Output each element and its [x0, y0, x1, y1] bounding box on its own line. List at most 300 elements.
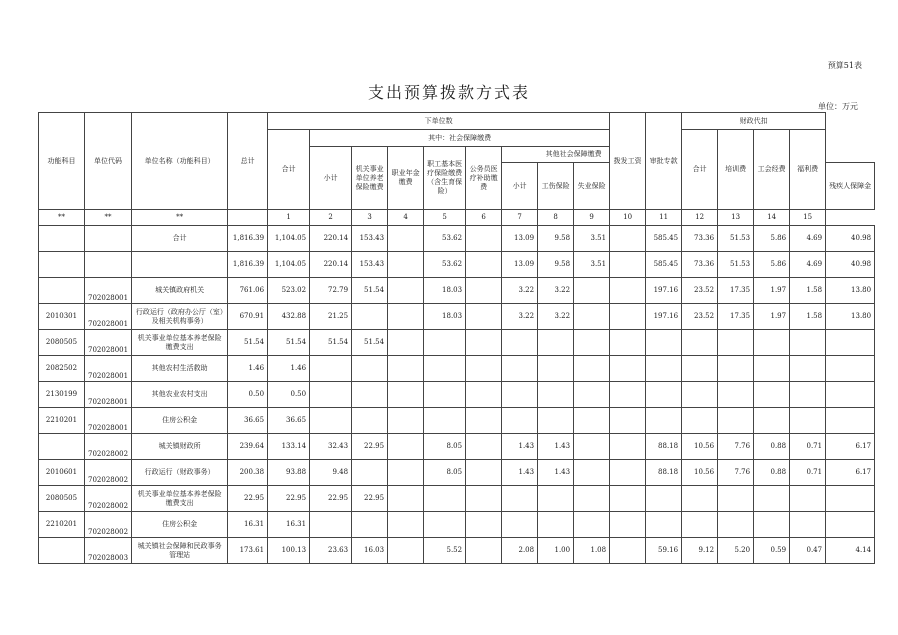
cell-total: 173.61	[228, 538, 268, 564]
header-subtotal-a: 合计	[268, 130, 310, 210]
table-row	[39, 356, 875, 382]
cell-c2: 220.14	[310, 226, 352, 252]
cell-c5	[424, 408, 466, 434]
index-cell: 15	[790, 210, 826, 226]
cell-c15: 4.69	[790, 252, 826, 278]
cell-c7: 3.22	[502, 304, 538, 330]
header-lower-unit: 下单位数	[268, 113, 610, 130]
cell-unit-code: 702028002	[85, 460, 132, 486]
cell-unit-name: 其他农业农村支出	[132, 382, 228, 408]
cell-c11: 88.18	[646, 434, 682, 460]
cell-c6	[466, 356, 502, 382]
cell-c14: 1.97	[754, 304, 790, 330]
cell-c8: 3.22	[538, 304, 574, 330]
cell-c11	[646, 486, 682, 512]
cell-c11	[646, 356, 682, 382]
cell-c15: 0.71	[790, 460, 826, 486]
cell-c11: 88.18	[646, 460, 682, 486]
cell-c4	[388, 538, 424, 564]
cell-c7: 2.08	[502, 538, 538, 564]
cell-unit-name: 行政运行（财政事务）	[132, 460, 228, 486]
cell-func-code: 2080505	[39, 486, 85, 512]
cell-c15	[790, 382, 826, 408]
cell-c4	[388, 226, 424, 252]
cell-c16: 6.17	[826, 434, 875, 460]
header-annuity: 职业年金缴费	[388, 147, 424, 210]
cell-c2: 23.63	[310, 538, 352, 564]
cell-c10	[610, 226, 646, 252]
cell-c7: 1.43	[502, 434, 538, 460]
cell-c16: 13.80	[826, 304, 875, 330]
cell-unit-code: 702028002	[85, 512, 132, 538]
cell-c12	[682, 382, 718, 408]
cell-c5: 53.62	[424, 252, 466, 278]
index-cell: 12	[682, 210, 718, 226]
cell-c15: 4.69	[790, 226, 826, 252]
cell-c12	[682, 486, 718, 512]
cell-c16	[826, 512, 875, 538]
cell-c1: 100.13	[268, 538, 310, 564]
index-cell: **	[85, 210, 132, 226]
table-row	[39, 434, 875, 460]
index-cell: **	[132, 210, 228, 226]
cell-c13	[718, 512, 754, 538]
cell-c7: 13.09	[502, 252, 538, 278]
cell-c5	[424, 512, 466, 538]
cell-c10	[610, 304, 646, 330]
cell-unit-code: 702028001	[85, 382, 132, 408]
cell-c1: 1,104.05	[268, 226, 310, 252]
cell-c16	[826, 330, 875, 356]
cell-c8	[538, 330, 574, 356]
cell-c6	[466, 382, 502, 408]
cell-unit-name: 机关事业单位基本养老保险缴费支出	[132, 330, 228, 356]
header-unit-name: 单位名称（功能科目）	[132, 113, 228, 210]
table-row	[39, 512, 875, 538]
cell-c2: 220.14	[310, 252, 352, 278]
form-tag: 预算51表	[827, 61, 862, 70]
cell-c15	[790, 330, 826, 356]
cell-c4	[388, 486, 424, 512]
cell-c12: 73.36	[682, 252, 718, 278]
cell-c10	[610, 356, 646, 382]
cell-c11: 585.45	[646, 226, 682, 252]
cell-c11	[646, 408, 682, 434]
cell-total: 0.50	[228, 382, 268, 408]
cell-c1: 1.46	[268, 356, 310, 382]
cell-c11: 197.16	[646, 304, 682, 330]
cell-c14	[754, 408, 790, 434]
cell-c7: 13.09	[502, 226, 538, 252]
cell-c4	[388, 304, 424, 330]
cell-c16: 13.80	[826, 278, 875, 304]
header-medical: 职工基本医疗保险缴费（含生育保险）	[424, 147, 466, 210]
cell-c3: 51.54	[352, 278, 388, 304]
index-cell: 11	[646, 210, 682, 226]
cell-c7	[502, 512, 538, 538]
cell-c2	[310, 382, 352, 408]
cell-c9	[574, 434, 610, 460]
cell-c2: 32.43	[310, 434, 352, 460]
cell-c9: 3.51	[574, 252, 610, 278]
cell-c8: 1.43	[538, 434, 574, 460]
cell-c4	[388, 460, 424, 486]
cell-c14: 1.97	[754, 278, 790, 304]
header-injury: 工伤保险	[538, 163, 574, 210]
cell-c7	[502, 382, 538, 408]
cell-total: 1,816.39	[228, 252, 268, 278]
cell-c5	[424, 382, 466, 408]
cell-c8: 1.00	[538, 538, 574, 564]
cell-c15: 0.71	[790, 434, 826, 460]
cell-total: 1,816.39	[228, 226, 268, 252]
cell-c1: 133.14	[268, 434, 310, 460]
cell-c12: 23.52	[682, 304, 718, 330]
header-union-fee: 工会经费	[754, 130, 790, 210]
header-func-code: 功能科目	[39, 113, 85, 210]
cell-func-code: 2130199	[39, 382, 85, 408]
cell-func-code: 2210201	[39, 512, 85, 538]
header-subtotal-c: 小计	[502, 163, 538, 210]
cell-c15	[790, 408, 826, 434]
cell-c3	[352, 408, 388, 434]
cell-unit-code: 702028002	[85, 486, 132, 512]
header-welfare: 福利费	[790, 130, 826, 210]
index-cell	[228, 210, 268, 226]
cell-c7: 1.43	[502, 460, 538, 486]
cell-c4	[388, 382, 424, 408]
page-title: 支出预算拨款方式表	[367, 83, 530, 102]
cell-func-code: 2210201	[39, 408, 85, 434]
cell-c5	[424, 486, 466, 512]
cell-unit-code: 702028001	[85, 278, 132, 304]
cell-c4	[388, 512, 424, 538]
cell-c14: 0.88	[754, 460, 790, 486]
cell-c13	[718, 486, 754, 512]
table-row	[39, 486, 875, 512]
index-cell: 13	[718, 210, 754, 226]
cell-c3: 153.43	[352, 226, 388, 252]
index-cell: 10	[610, 210, 646, 226]
cell-func-code	[39, 278, 85, 304]
cell-c9	[574, 330, 610, 356]
cell-c12: 23.52	[682, 278, 718, 304]
cell-func-code	[39, 252, 85, 278]
cell-c3	[352, 460, 388, 486]
cell-c4	[388, 278, 424, 304]
cell-c9: 3.51	[574, 226, 610, 252]
header-unemployment: 失业保险	[574, 163, 610, 210]
cell-c8	[538, 486, 574, 512]
cell-c6	[466, 252, 502, 278]
index-cell: 1	[268, 210, 310, 226]
cell-c10	[610, 538, 646, 564]
header-special: 审批专款	[646, 113, 682, 210]
header-fiscal-proxy: 财政代扣	[682, 113, 826, 130]
cell-unit-code: 702028001	[85, 304, 132, 330]
cell-c8: 9.58	[538, 252, 574, 278]
cell-c10	[610, 382, 646, 408]
cell-c3	[352, 382, 388, 408]
cell-unit-name: 城关镇财政所	[132, 434, 228, 460]
cell-c13	[718, 408, 754, 434]
cell-c8: 1.43	[538, 460, 574, 486]
cell-c13: 51.53	[718, 252, 754, 278]
cell-c9	[574, 356, 610, 382]
cell-c7	[502, 330, 538, 356]
unit-label: 单位：万元	[818, 102, 858, 111]
cell-c12: 73.36	[682, 226, 718, 252]
cell-c9	[574, 460, 610, 486]
index-cell: 14	[754, 210, 790, 226]
cell-c14: 5.86	[754, 252, 790, 278]
cell-unit-code: 702028001	[85, 408, 132, 434]
cell-c15: 1.58	[790, 278, 826, 304]
index-cell: 4	[388, 210, 424, 226]
cell-unit-name: 其他农村生活救助	[132, 356, 228, 382]
cell-c11	[646, 382, 682, 408]
cell-func-code	[39, 434, 85, 460]
cell-c8: 3.22	[538, 278, 574, 304]
cell-func-code	[39, 538, 85, 564]
cell-c13	[718, 330, 754, 356]
cell-c4	[388, 356, 424, 382]
cell-c11: 585.45	[646, 252, 682, 278]
cell-c8: 9.58	[538, 226, 574, 252]
cell-c12	[682, 330, 718, 356]
cell-c12	[682, 512, 718, 538]
cell-c7	[502, 356, 538, 382]
header-social-of-which: 其中：社会保障缴费	[310, 130, 610, 147]
cell-unit-name: 合计	[132, 226, 228, 252]
cell-c6	[466, 434, 502, 460]
cell-c2: 21.25	[310, 304, 352, 330]
cell-c10	[610, 460, 646, 486]
cell-c2	[310, 512, 352, 538]
header-subtotal-b: 小计	[310, 147, 352, 210]
cell-c3	[352, 304, 388, 330]
cell-func-code: 2080505	[39, 330, 85, 356]
cell-unit-name: 城关镇政府机关	[132, 278, 228, 304]
cell-c1: 0.50	[268, 382, 310, 408]
cell-c10	[610, 278, 646, 304]
cell-c3: 22.95	[352, 434, 388, 460]
cell-c6	[466, 226, 502, 252]
cell-unit-name: 住房公积金	[132, 408, 228, 434]
cell-c9	[574, 278, 610, 304]
cell-c8	[538, 382, 574, 408]
cell-total: 22.95	[228, 486, 268, 512]
cell-c16	[826, 408, 875, 434]
cell-c1: 432.88	[268, 304, 310, 330]
cell-c3	[352, 356, 388, 382]
cell-total: 16.31	[228, 512, 268, 538]
header-civil-medical: 公务员医疗补助缴费	[466, 147, 502, 210]
cell-c9	[574, 512, 610, 538]
cell-c16: 4.14	[826, 538, 875, 564]
cell-c2	[310, 356, 352, 382]
header-training: 培训费	[718, 130, 754, 210]
cell-c11	[646, 512, 682, 538]
cell-c16	[826, 486, 875, 512]
cell-total: 51.54	[228, 330, 268, 356]
index-cell: 2	[310, 210, 352, 226]
cell-c13	[718, 356, 754, 382]
cell-c15	[790, 356, 826, 382]
cell-c4	[388, 408, 424, 434]
cell-unit-name: 行政运行（政府办公厅（室）及相关机构事务）	[132, 304, 228, 330]
cell-c6	[466, 460, 502, 486]
cell-c16	[826, 356, 875, 382]
table-row	[39, 304, 875, 330]
cell-c8	[538, 408, 574, 434]
header-salary: 拨发工资	[610, 113, 646, 210]
cell-c14	[754, 486, 790, 512]
cell-c4	[388, 252, 424, 278]
cell-c6	[466, 486, 502, 512]
cell-c5: 18.03	[424, 304, 466, 330]
cell-c11: 197.16	[646, 278, 682, 304]
cell-unit-code	[85, 252, 132, 278]
index-cell: 7	[502, 210, 538, 226]
cell-c10	[610, 408, 646, 434]
cell-c14	[754, 356, 790, 382]
cell-c6	[466, 512, 502, 538]
cell-c3: 153.43	[352, 252, 388, 278]
cell-c13: 51.53	[718, 226, 754, 252]
table-row	[39, 252, 875, 278]
cell-c4	[388, 434, 424, 460]
table-row	[39, 538, 875, 564]
cell-c11: 59.16	[646, 538, 682, 564]
cell-c1: 523.02	[268, 278, 310, 304]
cell-c12	[682, 408, 718, 434]
cell-unit-code: 702028001	[85, 330, 132, 356]
cell-c13: 17.35	[718, 278, 754, 304]
cell-c9: 1.08	[574, 538, 610, 564]
index-row	[39, 210, 875, 226]
cell-c15: 1.58	[790, 304, 826, 330]
cell-c13: 7.76	[718, 434, 754, 460]
table-row	[39, 278, 875, 304]
cell-c3: 22.95	[352, 486, 388, 512]
cell-c5: 8.05	[424, 460, 466, 486]
cell-c11	[646, 330, 682, 356]
cell-c6	[466, 408, 502, 434]
cell-unit-name: 城关镇社会保障和民政事务管理站	[132, 538, 228, 564]
cell-total: 761.06	[228, 278, 268, 304]
index-cell: 8	[538, 210, 574, 226]
header-fiscal-total: 合计	[682, 130, 718, 210]
cell-c8	[538, 512, 574, 538]
cell-c1: 16.31	[268, 512, 310, 538]
cell-c1: 1,104.05	[268, 252, 310, 278]
cell-c9	[574, 304, 610, 330]
cell-c5: 8.05	[424, 434, 466, 460]
cell-total: 200.38	[228, 460, 268, 486]
cell-c1: 22.95	[268, 486, 310, 512]
index-cell: 9	[574, 210, 610, 226]
budget-table	[38, 112, 875, 564]
cell-c2: 9.48	[310, 460, 352, 486]
cell-c10	[610, 252, 646, 278]
index-cell: 3	[352, 210, 388, 226]
header-other-social: 其他社会保障缴费	[502, 147, 646, 163]
header-unit-code: 单位代码	[85, 113, 132, 210]
header-total: 总计	[228, 113, 268, 210]
cell-unit-name: 机关事业单位基本养老保险缴费支出	[132, 486, 228, 512]
table-row	[39, 408, 875, 434]
cell-c13: 7.76	[718, 460, 754, 486]
cell-c3: 51.54	[352, 330, 388, 356]
cell-total: 36.65	[228, 408, 268, 434]
cell-c10	[610, 486, 646, 512]
cell-unit-code	[85, 226, 132, 252]
cell-c9	[574, 382, 610, 408]
cell-c10	[610, 512, 646, 538]
cell-c10	[610, 330, 646, 356]
cell-c7	[502, 408, 538, 434]
cell-c14	[754, 330, 790, 356]
cell-unit-name: 住房公积金	[132, 512, 228, 538]
header-disabled: 残疾人保障金	[826, 163, 875, 210]
cell-c14	[754, 382, 790, 408]
cell-unit-name	[132, 252, 228, 278]
cell-c1: 36.65	[268, 408, 310, 434]
cell-c16	[826, 382, 875, 408]
cell-c2: 72.79	[310, 278, 352, 304]
index-cell: 5	[424, 210, 466, 226]
cell-c15	[790, 486, 826, 512]
table-row	[39, 382, 875, 408]
cell-c9	[574, 408, 610, 434]
table-row	[39, 226, 875, 252]
cell-total: 670.91	[228, 304, 268, 330]
cell-func-code: 2010301	[39, 304, 85, 330]
cell-c14: 0.59	[754, 538, 790, 564]
cell-c1: 51.54	[268, 330, 310, 356]
table-row	[39, 330, 875, 356]
cell-c14: 5.86	[754, 226, 790, 252]
index-cell: 6	[466, 210, 502, 226]
cell-c7: 3.22	[502, 278, 538, 304]
cell-c13: 5.20	[718, 538, 754, 564]
cell-c15: 0.47	[790, 538, 826, 564]
cell-c1: 93.88	[268, 460, 310, 486]
cell-c12	[682, 356, 718, 382]
cell-c14	[754, 512, 790, 538]
cell-c6	[466, 538, 502, 564]
cell-c6	[466, 304, 502, 330]
cell-c4	[388, 330, 424, 356]
cell-c3: 16.03	[352, 538, 388, 564]
cell-c12: 10.56	[682, 460, 718, 486]
cell-c6	[466, 278, 502, 304]
cell-func-code: 2010601	[39, 460, 85, 486]
cell-c16: 6.17	[826, 460, 875, 486]
cell-c2: 51.54	[310, 330, 352, 356]
cell-c8	[538, 356, 574, 382]
cell-c7	[502, 486, 538, 512]
cell-unit-code: 702028003	[85, 538, 132, 564]
cell-c3	[352, 512, 388, 538]
cell-c9	[574, 486, 610, 512]
cell-c16: 40.98	[826, 226, 875, 252]
cell-c12: 10.56	[682, 434, 718, 460]
cell-unit-code: 702028002	[85, 434, 132, 460]
cell-func-code: 2082502	[39, 356, 85, 382]
cell-c2: 22.95	[310, 486, 352, 512]
